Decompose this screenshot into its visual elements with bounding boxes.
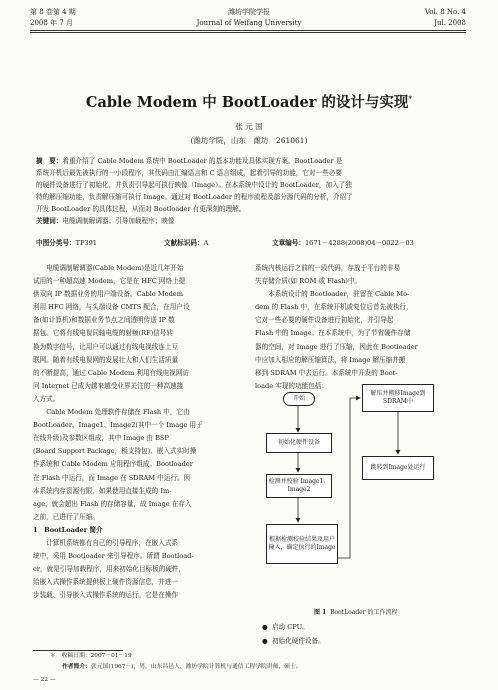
keywords: 电缆调制解调器；引导加载程序；映像 <box>62 217 175 225</box>
text-line: 备(如计算机)和数据业务节点之间透明传送 IP 数 <box>33 316 175 325</box>
paragraph <box>33 262 243 406</box>
article-number <box>272 237 414 247</box>
text-line: 试用的一种超高速 Modem，它是在 HFC 网络上提 <box>33 277 186 286</box>
text-line: 本系统设计的 Bootloader，驻留在 Cable Mo- <box>268 290 410 299</box>
arrow-select-decompress <box>338 398 360 558</box>
doc-code-value: A <box>203 239 209 247</box>
paper-title <box>0 91 498 112</box>
paragraph <box>255 288 467 393</box>
text-line: Cable Modem 处理软件存储在 Flash 中，它由 <box>46 408 190 417</box>
abstract-line: 着重介绍了 Cable Modem 系统中 BootLoader 的基本功能及具体实现方案。BootLoader 是 <box>62 157 343 165</box>
list-item: ● 初始化硬件设备。 <box>262 637 325 645</box>
text-line: 在 Flash 中运行，而 Image 在 SDRAM 中运行。因 <box>33 473 191 482</box>
text-line: 给嵌入式操作系统提供板上硬件资源信息，并进一 <box>33 578 179 587</box>
text-line: Flash 中的 Image。在本系统中，为了节省硬件存储 <box>255 329 411 338</box>
text-line: 计算机系统都有自己的引导程序，在嵌入式系 <box>46 538 179 547</box>
author-bio <box>62 662 302 672</box>
left-column <box>33 262 243 602</box>
right-column <box>255 262 467 393</box>
author-bio-text: 张元国(1967－)，男，山东昌邑人，潍坊学院计算机与通信工程学院讲师，硕士。 <box>91 664 302 670</box>
paragraph <box>33 406 243 524</box>
flow-select-image: 根据检测校验结果及用户输入，确定执行的Image <box>266 524 338 564</box>
author-affiliation: (潍坊学院，山东 潍坊 261061) <box>190 136 308 145</box>
text-line: 移到 SDRAM 中去运行。本系统中开发的 Boot- <box>255 368 398 377</box>
text-line: 利用 HFC 网络，与头端设备 CMTS 配合，在用户设 <box>33 303 190 312</box>
figure-label: 图 1 <box>314 609 327 616</box>
text-line: BootLoader、Image1、Image2(其中一个 Image 用于 <box>33 421 203 430</box>
list-item-text: 初始化硬件设备。 <box>271 637 325 645</box>
text-line: age，就会超出 Flash 的存储容量，故 Image 在存入 <box>33 499 192 508</box>
doc-code <box>164 237 208 247</box>
text-line: 据包。它将有线电视同轴电缆的射频(RF)信号转 <box>33 329 173 338</box>
paper-title-text: Cable Modem 中 BootLoader 的设计与实现 <box>85 94 409 111</box>
clc-number <box>36 237 97 247</box>
paragraph <box>255 262 467 288</box>
flow-decompress: 解压并搬移Image到SDRAM中 <box>362 384 434 412</box>
flow-check-images: 检测并校验 Image1、Image2 <box>266 474 332 498</box>
received-date: ＊ 收稿日期：2007－01－19 <box>50 653 132 659</box>
text-line: dem 的 Flash 中，在系统开机或复位后首先被执行， <box>255 303 413 312</box>
text-line: 它对一些必要的硬件设备进行初始化，并引导起 <box>255 316 394 325</box>
text-line: 在线升级)及参数区组成，其中 Image 由 BSP <box>33 434 169 443</box>
author-bio-label: 作者简介： <box>62 664 91 670</box>
text-line: 作系统和 Cable Modem 应用程序组成。Bootloader <box>33 460 193 469</box>
section-heading: 1 BootLoader 简介 <box>33 525 103 534</box>
abstract-label: 摘 要： <box>36 157 63 165</box>
list-item-text: 启动 CPU。 <box>271 623 309 631</box>
abstract-line: 的硬件设备进行了初始化，并负责引导起可执行映像（Image）。在本系统中设计的 BootLoader，加入了独 <box>36 181 352 189</box>
text-line: 失存储介质(如 ROM 或 Flash)中。 <box>255 277 362 286</box>
text-line: 中应加入相应的解压缩算法，将 Image 解压缩并搬 <box>255 355 406 364</box>
text-line: 的不断提高，通过 Cable Modem 利用有线电视网访 <box>33 368 190 377</box>
clc-label: 中图分类号： <box>36 239 76 247</box>
flow-init-hardware: 初始化硬件设备 <box>266 433 332 453</box>
text-line: 问 Internet 已成为越来越受业界关注的一种高速接 <box>33 381 184 390</box>
list-item: ● 启动 CPU。 <box>262 623 309 631</box>
article-number-label: 文章编号： <box>272 239 305 247</box>
figure-caption-text: BootLoader 的工作流程 <box>330 609 398 616</box>
keywords-label: 关键词： <box>36 217 63 225</box>
text-line: 联网。随着有线电视网的发展壮大和人们生活质量 <box>33 355 179 364</box>
text-line: 入方式。 <box>33 394 60 403</box>
author-name: 张 元 国 <box>235 122 263 131</box>
text-line: 步装载、引导嵌入式操作系统的运行。它是在操作 <box>33 591 179 600</box>
page-number: — 22 — <box>33 677 56 683</box>
figure-caption <box>314 607 397 616</box>
journal-date: 2008 年 7 月 <box>30 19 73 27</box>
paragraph <box>33 537 243 602</box>
journal-volume: Vol. 8 No. 4 <box>424 8 466 16</box>
journal-issue: 第 8 卷第 4 期 <box>30 8 76 16</box>
title-footnote-mark: * <box>408 94 413 104</box>
header-rule <box>30 30 466 31</box>
text-line: 电缆调制解调器(Cable Modem)是近几年开始 <box>46 264 184 272</box>
text-line: 供双向 IP 数据业务的用户端设备。Cable Modem <box>33 290 183 299</box>
text-line: 统中，采用 Bootloader 来引导程序。所谓 Bootload- <box>33 552 194 561</box>
flow-jump: 跳转到Image处运行 <box>362 456 434 480</box>
journal-month: Jul. 2008 <box>434 19 466 27</box>
abstract-line: 开发 BootLoader 的具体过程，从而对 Bootloader 有更深刻的理解。 <box>36 205 246 213</box>
text-line: 换为数字信号，让用户可以通过有线电视线连上互 <box>33 342 179 351</box>
text-line: loade 实现的功能包括： <box>255 381 328 390</box>
journal-name-en: Journal of Weifang University <box>196 19 302 27</box>
abstract-line: 系统开机后最先被执行的一小段程序，其代码由汇编语言和 C 语言组成，起着引导的功能，它对一些必要 <box>36 169 342 177</box>
journal-name-cn: 潍坊学院学报 <box>228 8 270 16</box>
text-line: 系统内核运行之前的一段代码，存放于平台的非易 <box>255 264 401 272</box>
abstract-line: 特的解压缩功能，负责解压缩可执行 Image。通过对 BootLoader 的程序流程及部分源代码的分析，介绍了 <box>36 193 353 201</box>
flow-start: 开始 <box>283 392 315 406</box>
text-line: 之前，已进行了压缩。 <box>33 512 99 521</box>
article-number-value: 1671－4288(2008)04－0022－03 <box>304 239 414 247</box>
text-line: 器的空间，对 Image 进行了压缩，因此在 Bootloader <box>255 342 418 351</box>
abstract <box>36 155 466 227</box>
doc-code-label: 文献标识码： <box>164 239 204 247</box>
header-rule-thin <box>30 32 466 33</box>
clc-value: TP391 <box>75 239 97 247</box>
text-line: er，就是引导加载程序，用来初始化目标板的硬件， <box>33 565 186 574</box>
text-line: (Board Support Package，板支持包)、嵌入式实时操 <box>33 447 197 456</box>
text-line: 本系统内存资源有限，如果使用直接生成的 Im- <box>33 486 172 495</box>
